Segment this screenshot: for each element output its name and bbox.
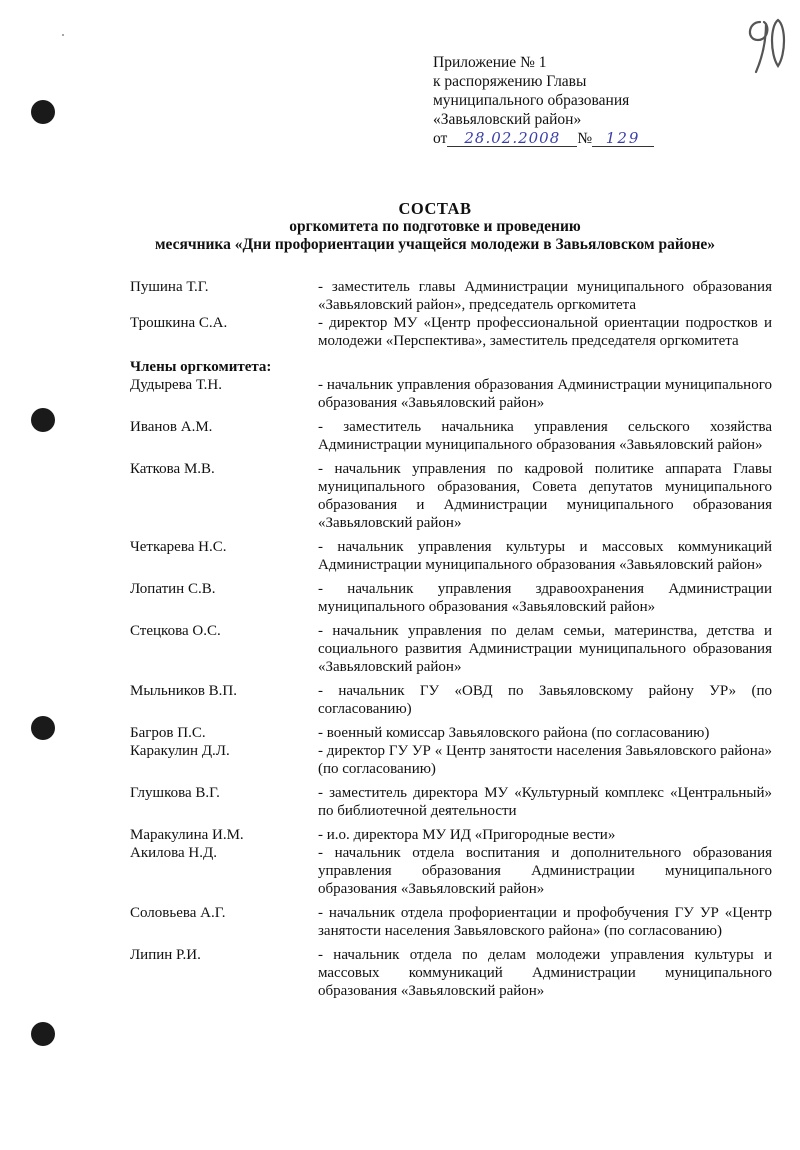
list-item xyxy=(130,946,772,1000)
list-item xyxy=(130,682,772,718)
list-item xyxy=(130,742,772,778)
list-item xyxy=(130,376,772,412)
member-name: Мыльников В.П. xyxy=(130,683,237,699)
committee-list xyxy=(130,278,772,1006)
handwritten-date: 28.02.2008 xyxy=(447,130,577,147)
member-role: - начальник управления здравоохранения Администрации муниципального образования «Завьяловский район» xyxy=(318,581,772,615)
members-heading: Члены оргкомитета: xyxy=(130,359,272,375)
member-name: Глушкова В.Г. xyxy=(130,785,220,801)
list-item xyxy=(130,580,772,616)
member-name: Пушина Т.Г. xyxy=(130,279,209,295)
appendix-line: к распоряжению Главы xyxy=(433,73,587,90)
member-name: Акилова Н.Д. xyxy=(130,845,217,861)
document-title xyxy=(100,200,770,254)
scan-speck xyxy=(62,34,64,36)
member-role: - заместитель главы Администрации муниципального образования «Завьяловский район», председатель оргкомитета xyxy=(318,279,772,313)
appendix-line: Приложение № 1 xyxy=(433,54,547,71)
list-item xyxy=(130,904,772,940)
member-role: - начальник управления по делам семьи, материнства, детства и социального развития Администрации муниципального образования «Завьяловский район» xyxy=(318,623,772,675)
list-item xyxy=(130,278,772,314)
punch-hole xyxy=(31,1022,55,1046)
list-item xyxy=(130,418,772,454)
appendix-date-line xyxy=(433,129,773,148)
member-name: Багров П.С. xyxy=(130,725,206,741)
list-item xyxy=(130,622,772,676)
member-name: Иванов А.М. xyxy=(130,419,213,435)
list-item xyxy=(130,844,772,898)
list-item xyxy=(130,784,772,820)
member-role: - заместитель директора МУ «Культурный комплекс «Центральный» по библиотечной деятельности xyxy=(318,785,772,819)
member-name: Липин Р.И. xyxy=(130,947,201,963)
member-role: - начальник отдела по делам молодежи управления культуры и массовых коммуникаций Администрации муниципального образования «Завьяловский район» xyxy=(318,947,772,999)
member-role: - заместитель начальника управления сельского хозяйства Администрации муниципального образования «Завьяловский район» xyxy=(318,419,772,453)
list-item xyxy=(130,724,772,742)
member-name: Дудырева Т.Н. xyxy=(130,377,222,393)
subtitle-line: оргкомитета по подготовке и проведению xyxy=(289,218,581,235)
punch-hole xyxy=(31,716,55,740)
member-role: - начальник отдела воспитания и дополнительного образования управления образования Администрации муниципального образования «Завьяловский район» xyxy=(318,845,772,897)
member-name: Трошкина С.А. xyxy=(130,315,228,331)
from-label: от xyxy=(433,130,448,147)
member-role: - директор ГУ УР « Центр занятости населения Завьяловского района» (по согласованию) xyxy=(318,743,772,777)
number-label: № xyxy=(577,130,593,147)
appendix-line: муниципального образования xyxy=(433,92,630,109)
member-name: Маракулина И.М. xyxy=(130,827,244,843)
list-item xyxy=(130,314,772,350)
list-item xyxy=(130,826,772,844)
member-role: - начальник управления по кадровой политике аппарата Главы муниципального образования, Совета депутатов муниципального образования и Администрации муниципального образования «Завьяловский район» xyxy=(318,461,772,531)
list-item xyxy=(130,538,772,574)
member-name: Каткова М.В. xyxy=(130,461,215,477)
member-name: Соловьева А.Г. xyxy=(130,905,226,921)
punch-hole xyxy=(31,100,55,124)
member-role: - начальник ГУ «ОВД по Завьяловскому району УР» (по согласованию) xyxy=(318,683,772,717)
member-name: Стецкова О.С. xyxy=(130,623,221,639)
member-role: - военный комиссар Завьяловского района (по согласованию) xyxy=(318,725,710,741)
punch-hole xyxy=(31,408,55,432)
appendix-line: «Завьяловский район» xyxy=(433,111,582,128)
appendix-block xyxy=(433,53,773,148)
title-line: СОСТАВ xyxy=(398,199,472,218)
member-role: - начальник отдела профориентации и профобучения ГУ УР «Центр занятости населения Завьяловского района» (по согласованию) xyxy=(318,905,772,939)
member-role: - начальник управления образования Администрации муниципального образования «Завьяловский район» xyxy=(318,377,772,411)
member-name: Лопатин С.В. xyxy=(130,581,216,597)
member-name: Каракулин Д.Л. xyxy=(130,743,230,759)
handwritten-number: 129 xyxy=(592,130,654,147)
member-name: Четкарева Н.С. xyxy=(130,539,227,555)
list-item xyxy=(130,460,772,532)
subtitle-line: месячника «Дни профориентации учащейся молодежи в Завьяловском районе» xyxy=(154,236,716,253)
member-role: - и.о. директора МУ ИД «Пригородные вести» xyxy=(318,827,616,843)
member-role: - начальник управления культуры и массовых коммуникаций Администрации муниципального образования «Завьяловский район» xyxy=(318,539,772,573)
member-role: - директор МУ «Центр профессиональной ориентации подростков и молодежи «Перспектива», заместитель председателя оргкомитета xyxy=(318,315,772,349)
